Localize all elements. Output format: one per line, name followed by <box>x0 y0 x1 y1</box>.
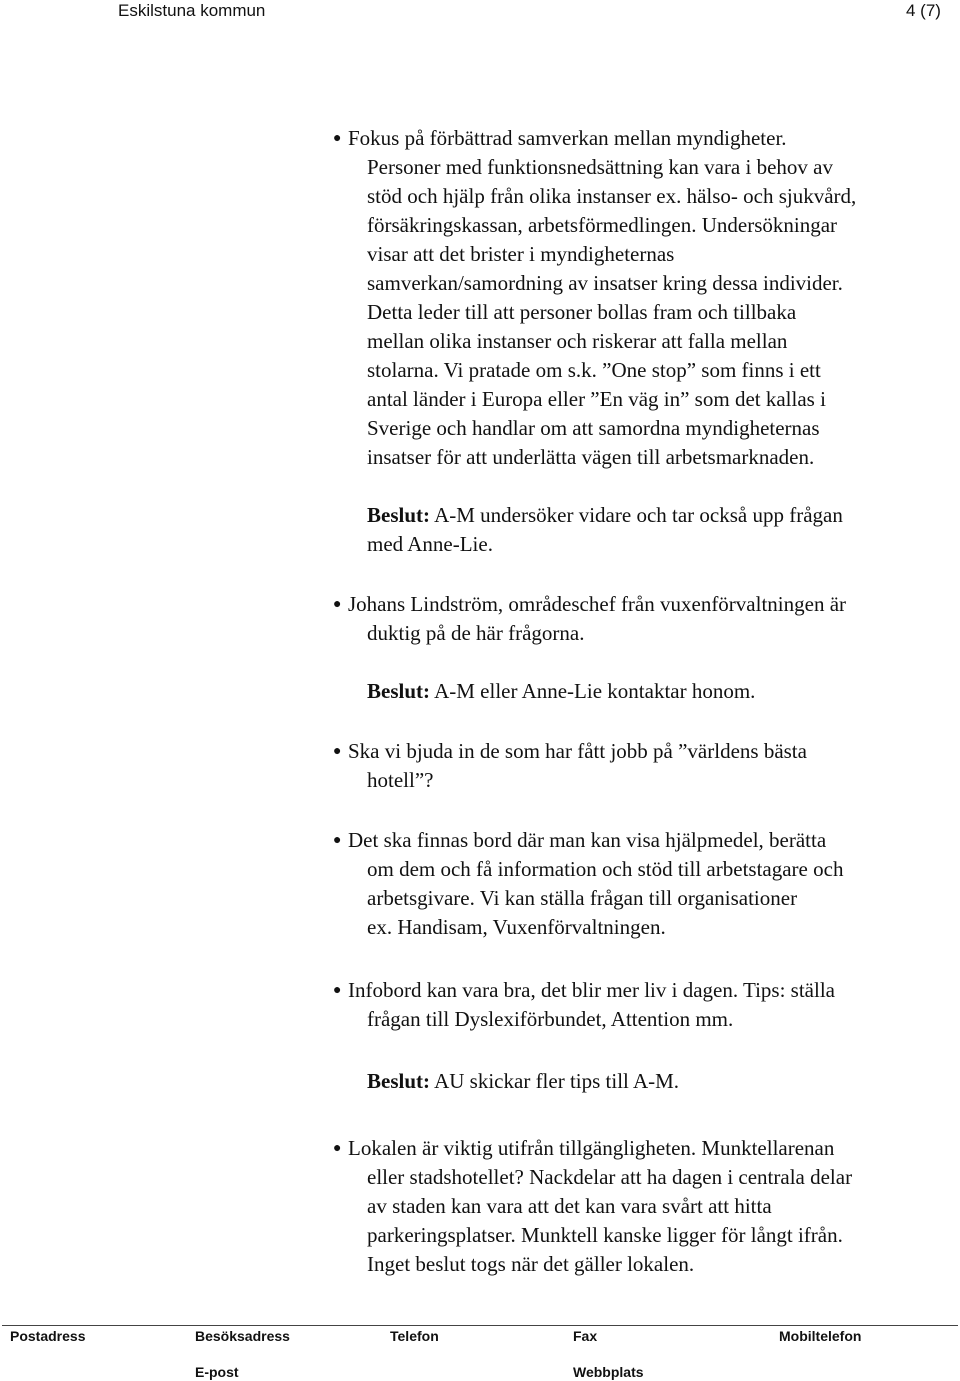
item-line: stöd och hjälp från olika instanser ex. hälso- och sjukvård, <box>367 184 857 208</box>
decision-block <box>367 1067 953 1096</box>
footer-fax: Fax <box>573 1328 598 1344</box>
list-item <box>333 826 953 942</box>
item-first-line: Ska vi bjuda in de som har fått jobb på ”världens bästa <box>348 739 807 763</box>
item-line: antal länder i Europa eller ”En väg in” som det kallas i <box>367 387 826 411</box>
item-line: eller stadshotellet? Nackdelar att ha dagen i centrala delar <box>367 1165 853 1189</box>
item-line: om dem och få information och stöd till arbetstagare och <box>367 857 844 881</box>
item-first-line: Infobord kan vara bra, det blir mer liv i dagen. Tips: ställa <box>348 978 835 1002</box>
decision-block <box>367 501 953 559</box>
item-line: frågan till Dyslexiförbundet, Attention mm. <box>367 1007 734 1031</box>
item-line: Personer med funktionsnedsättning kan vara i behov av <box>367 155 833 179</box>
bullet-icon: ● <box>333 1141 342 1156</box>
list-item <box>333 124 953 472</box>
list-item <box>333 1134 953 1279</box>
item-first-line: Lokalen är viktig utifrån tillgängligheten. Munktellarenan <box>348 1136 835 1160</box>
decision-label: Beslut: <box>367 679 430 703</box>
item-first-line: Fokus på förbättrad samverkan mellan myndigheter. <box>348 126 787 150</box>
list-item <box>333 737 953 795</box>
list-item <box>333 590 953 648</box>
item-line: mellan olika instanser och riskerar att falla mellan <box>367 329 788 353</box>
item-line: ex. Handisam, Vuxenförvaltningen. <box>367 915 666 939</box>
decision-label: Beslut: <box>367 1069 430 1093</box>
item-line: arbetsgivare. Vi kan ställa frågan till organisationer <box>367 886 798 910</box>
page-number: 4 (7) <box>906 1 941 20</box>
bullet-icon: ● <box>333 983 342 998</box>
footer-telefon: Telefon <box>390 1328 439 1344</box>
footer-webbplats: Webbplats <box>573 1364 644 1380</box>
item-line: samverkan/samordning av insatser kring dessa individer. <box>367 271 843 295</box>
item-line: Detta leder till att personer bollas fram och tillbaka <box>367 300 797 324</box>
decision-text: A-M undersöker vidare och tar också upp frågan <box>434 503 843 527</box>
decision-text: A-M eller Anne-Lie kontaktar honom. <box>434 679 756 703</box>
footer-postadress: Postadress <box>10 1328 86 1344</box>
footer-epost: E-post <box>195 1364 239 1380</box>
item-line: stolarna. Vi pratade om s.k. ”One stop” som finns i ett <box>367 358 821 382</box>
decision-label: Beslut: <box>367 503 430 527</box>
bullet-icon: ● <box>333 833 342 848</box>
item-line: försäkringskassan, arbetsförmedlingen. Undersökningar <box>367 213 838 237</box>
item-line: av staden kan vara att det kan vara svårt att hitta <box>367 1194 772 1218</box>
item-line: Inget beslut togs när det gäller lokalen. <box>367 1252 695 1276</box>
item-line: parkeringsplatser. Munktell kanske ligger för långt ifrån. <box>367 1223 843 1247</box>
item-first-line: Johans Lindström, områdeschef från vuxenförvaltningen är <box>348 592 847 616</box>
item-line: insatser för att underlätta vägen till arbetsmarknaden. <box>367 445 815 469</box>
bullet-icon: ● <box>333 597 342 612</box>
item-line: visar att det brister i myndigheternas <box>367 242 675 266</box>
item-line: duktig på de här frågorna. <box>367 621 585 645</box>
page-header <box>0 0 960 28</box>
organization-name: Eskilstuna kommun <box>118 1 266 20</box>
decision-text: AU skickar fler tips till A-M. <box>434 1069 680 1093</box>
decision-text: med Anne-Lie. <box>367 532 493 556</box>
item-line: hotell”? <box>367 768 434 792</box>
footer-divider <box>2 1325 958 1326</box>
decision-block <box>367 677 953 706</box>
bullet-icon: ● <box>333 131 342 146</box>
item-first-line: Det ska finnas bord där man kan visa hjälpmedel, berätta <box>348 828 827 852</box>
list-item <box>333 976 953 1034</box>
bullet-icon: ● <box>333 744 342 759</box>
footer-mobiltelefon: Mobiltelefon <box>779 1328 862 1344</box>
item-line: Sverige och handlar om att samordna myndigheternas <box>367 416 820 440</box>
footer-besoksadress: Besöksadress <box>195 1328 290 1344</box>
